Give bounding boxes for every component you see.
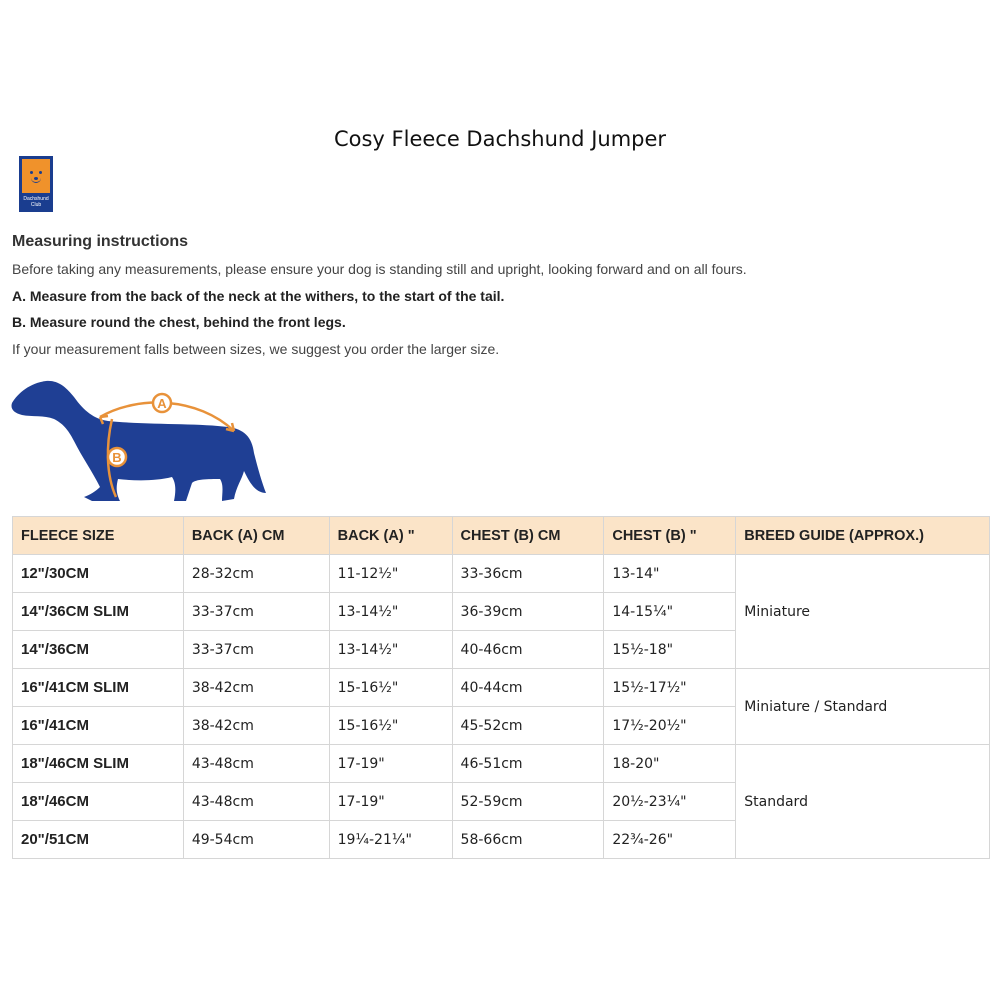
back-cm-cell: 33-37cm [183, 593, 329, 631]
chest-in-cell: 20½-23¼" [604, 783, 736, 821]
size-cell: 20"/51CM [13, 821, 184, 859]
chest-cm-cell: 46-51cm [452, 745, 604, 783]
chest-cm-cell: 36-39cm [452, 593, 604, 631]
instructions-note: If your measurement falls between sizes, we suggest you order the larger size. [12, 341, 500, 357]
header-back-cm: BACK (A) CM [183, 517, 329, 555]
table-row [13, 669, 990, 707]
size-cell: 16"/41CM SLIM [13, 669, 184, 707]
dog-face-icon [22, 159, 50, 193]
label-a: A [157, 396, 167, 411]
chest-in-cell: 22¾-26" [604, 821, 736, 859]
size-cell: 18"/46CM [13, 783, 184, 821]
back-in-cell: 13-14½" [329, 593, 452, 631]
instruction-b: B. Measure round the chest, behind the front legs. [12, 314, 346, 330]
header-fleece-size: FLEECE SIZE [13, 517, 184, 555]
dachshund-silhouette [11, 381, 266, 501]
chest-cm-cell: 33-36cm [452, 555, 604, 593]
back-cm-cell: 43-48cm [183, 745, 329, 783]
chest-cm-cell: 52-59cm [452, 783, 604, 821]
back-in-cell: 17-19" [329, 745, 452, 783]
label-b: B [112, 450, 122, 465]
size-cell: 14"/36CM SLIM [13, 593, 184, 631]
back-in-cell: 15-16½" [329, 669, 452, 707]
back-in-cell: 11-12½" [329, 555, 452, 593]
chest-in-cell: 15½-17½" [604, 669, 736, 707]
back-in-cell: 13-14½" [329, 631, 452, 669]
chest-in-cell: 17½-20½" [604, 707, 736, 745]
back-cm-cell: 33-37cm [183, 631, 329, 669]
size-chart-table [12, 516, 990, 859]
table-row [13, 745, 990, 783]
back-in-cell: 19¼-21¼" [329, 821, 452, 859]
size-cell: 18"/46CM SLIM [13, 745, 184, 783]
table-header-row [13, 517, 990, 555]
chest-cm-cell: 45-52cm [452, 707, 604, 745]
header-back-in: BACK (A) " [329, 517, 452, 555]
chest-in-cell: 13-14" [604, 555, 736, 593]
header-chest-cm: CHEST (B) CM [452, 517, 604, 555]
chest-cm-cell: 58-66cm [452, 821, 604, 859]
instructions-intro: Before taking any measurements, please ensure your dog is standing still and upright, looking forward and on all fours. [12, 261, 747, 277]
club-logo: Dachshund Club [19, 156, 53, 212]
header-chest-in: CHEST (B) " [604, 517, 736, 555]
back-cm-cell: 49-54cm [183, 821, 329, 859]
dachshund-measurement-diagram [8, 375, 273, 515]
breed-guide-cell: Miniature [736, 555, 990, 669]
back-in-cell: 17-19" [329, 783, 452, 821]
back-cm-cell: 28-32cm [183, 555, 329, 593]
instruction-a: A. Measure from the back of the neck at the withers, to the start of the tail. [12, 288, 505, 304]
table-row [13, 555, 990, 593]
back-cm-cell: 38-42cm [183, 669, 329, 707]
back-cm-cell: 43-48cm [183, 783, 329, 821]
header-breed-guide: BREED GUIDE (APPROX.) [736, 517, 990, 555]
chest-cm-cell: 40-44cm [452, 669, 604, 707]
chest-in-cell: 15½-18" [604, 631, 736, 669]
back-cm-cell: 38-42cm [183, 707, 329, 745]
breed-guide-cell: Standard [736, 745, 990, 859]
size-cell: 12"/30CM [13, 555, 184, 593]
breed-guide-cell: Miniature / Standard [736, 669, 990, 745]
instructions-heading: Measuring instructions [12, 233, 189, 250]
back-in-cell: 15-16½" [329, 707, 452, 745]
chest-in-cell: 18-20" [604, 745, 736, 783]
size-cell: 16"/41CM [13, 707, 184, 745]
chest-in-cell: 14-15¼" [604, 593, 736, 631]
chest-cm-cell: 40-46cm [452, 631, 604, 669]
page-title: Cosy Fleece Dachshund Jumper [333, 127, 667, 151]
size-cell: 14"/36CM [13, 631, 184, 669]
